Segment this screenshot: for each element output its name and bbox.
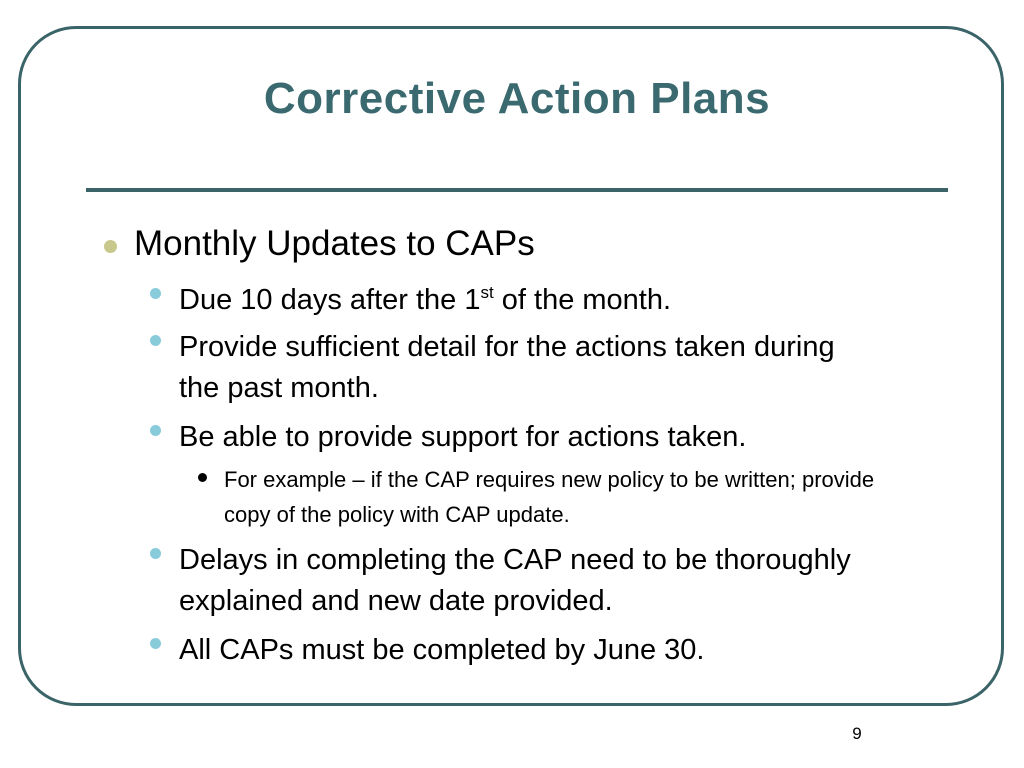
bullet-level1-text: Monthly Updates to CAPs: [134, 224, 535, 263]
bullet-dot-icon: [150, 425, 161, 436]
sub-bullet-text: Be able to provide support for actions taken.: [179, 421, 747, 453]
ordinal-superscript: st: [480, 283, 494, 302]
slide-title: Corrective Action Plans: [263, 74, 771, 123]
bullet-dot-icon: [104, 240, 117, 253]
bullet-dot-icon: [150, 638, 161, 649]
sub-bullet-text: All CAPs must be completed by June 30.: [179, 634, 705, 666]
sub-bullet-text-part: Due 10 days after the 1: [179, 284, 481, 316]
title-divider: [86, 188, 948, 192]
bullet-dot-icon: [150, 548, 161, 559]
sub-bullet-text: Provide sufficient detail for the actions taken during the past month.: [179, 331, 835, 404]
sub-sub-bullet-text: For example – if the CAP requires new policy to be written; provide copy of the policy with CAP update.: [224, 467, 875, 527]
sub-bullet-text-part: of the month.: [493, 284, 672, 316]
bullet-dot-icon: [198, 473, 207, 482]
bullet-dot-icon: [150, 335, 161, 346]
slide-number: 9: [852, 724, 862, 743]
bullet-dot-icon: [150, 288, 161, 299]
sub-bullet-text: Delays in completing the CAP need to be thoroughly explained and new date provided.: [179, 544, 851, 617]
sub-bullet-text: [179, 280, 869, 321]
